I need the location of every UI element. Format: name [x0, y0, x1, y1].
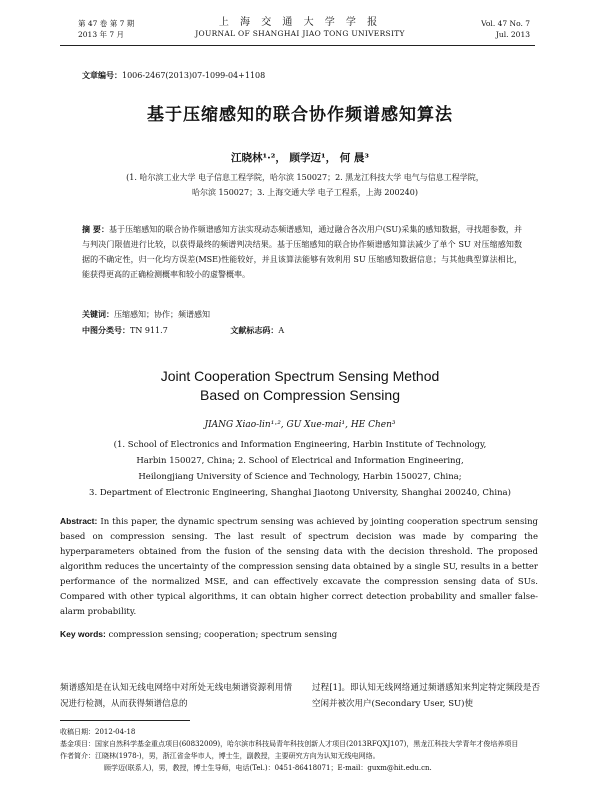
chinese-keywords: [82, 309, 210, 320]
english-keywords: [60, 629, 337, 640]
chinese-keywords-label: 关键词：: [82, 309, 114, 319]
clc-value: TN 911.7: [130, 326, 168, 335]
english-abstract-text: In this paper, the dynamic spectrum sensing was achieved by jointing cooperation spectrum sensing based on compression sensing. The last result of spectrum decision was made by comparing the hyperparameters obtained from the fusion of the sensing data with the decision threshold. The proposed algorithm reduces the uncertainty of the compression sensing data obtained by a single SU, results in a better performance of the normalized MSE, and can effectively excavate the compression sensing data of SUs. Compared with other typical algorithms, it can obtain higher correct detection probability and smaller false-alarm probability.: [60, 517, 538, 617]
body-column-right: 过程[1]。即认知无线网络通过频谱感知来判定特定频段是否空闲并被次用户(Secondary User, SU)使: [312, 683, 540, 709]
footnote-contact: 顾学迈(联系人)，男，教授，博士生导师，电话(Tel.)：0451-86418071；E-mail：guxm@hit.edu.cn.: [104, 764, 432, 772]
doc-code-label: 文献标志码：: [230, 325, 279, 335]
journal-name-en: JOURNAL OF SHANGHAI JIAO TONG UNIVERSITY: [195, 29, 405, 38]
chinese-keywords-text: 压缩感知；协作；频谱感知: [114, 310, 210, 319]
english-title-line: Based on Compression Sensing: [199, 387, 400, 403]
chinese-affiliation-line: (1. 哈尔滨工业大学 电子信息工程学院，哈尔滨 150027；2. 黑龙江科技大学 电气与信息工程学院，: [126, 173, 484, 182]
volume-number-en: Vol. 47 No. 7: [481, 19, 530, 28]
footnote-rule: [60, 720, 190, 721]
footnote-fund: 基金项目：国家自然科学基金重点项目(60832009)，哈尔滨市科技局青年科技创新人才项目(2013RFQXJ107)，黑龙江科技大学青年才俊培养项目: [60, 740, 519, 748]
english-affiliation-line: 3. Department of Electronic Engineering, Shanghai Jiaotong University, Shanghai 200240, China): [89, 488, 511, 498]
english-keywords-text: compression sensing; cooperation; spectrum sensing: [108, 630, 338, 640]
journal-header: [190, 16, 410, 39]
footnotes: [60, 726, 542, 774]
english-affiliation-line: (1. School of Electronics and Information Engineering, Harbin Institute of Technology,: [113, 440, 487, 450]
english-affiliation-line: Harbin 150027, China; 2. School of Electrical and Information Engineering,: [136, 456, 464, 466]
english-affiliations: [60, 437, 540, 501]
volume-issue: 第 47 卷 第 7 期: [78, 19, 135, 28]
journal-name-cn: 上 海 交 通 大 学 学 报: [218, 17, 382, 28]
chinese-affiliation-line: 哈尔滨 150027；3. 上海交通大学 电子工程系，上海 200240): [191, 188, 418, 197]
article-number: [82, 70, 265, 81]
issue-date: 2013 年 7 月: [78, 30, 125, 39]
footnote-received: 收稿日期：2012-04-18: [60, 728, 136, 736]
chinese-abstract-label: 摘 要：: [82, 224, 109, 234]
chinese-authors: 江晓林¹·²， 顾学迈¹， 何 晨³: [230, 152, 370, 164]
footnote-author-profile: 作者简介：江晓林(1978-)，男，浙江省金华市人，博士生，副教授，主要研究方向为认知无线电网络。: [60, 752, 380, 760]
article-number-label: 文章编号：: [82, 70, 122, 80]
english-abstract-label: Abstract:: [60, 516, 98, 526]
clc-label: 中图分类号：: [82, 325, 130, 335]
english-title-line: Joint Cooperation Spectrum Sensing Method: [160, 368, 440, 384]
issue-date-en: Jul. 2013: [495, 30, 530, 39]
english-abstract: [60, 514, 538, 620]
english-keywords-label: Key words:: [60, 629, 106, 639]
doc-code-value: A: [278, 326, 285, 335]
chinese-title: 基于压缩感知的联合协作频谱感知算法: [147, 105, 453, 125]
english-title: [0, 367, 600, 405]
english-affiliation-line: Heilongjiang University of Science and Technology, Harbin 150027, China;: [138, 472, 462, 482]
chinese-abstract: [82, 222, 522, 282]
header-left: [78, 18, 134, 40]
chinese-abstract-text: 基于压缩感知的联合协作频谱感知方法实现动态频谱感知，通过融合各次用户(SU)采集的感知数据，寻找超参数，并与判决门限值进行比较，以获得最终的频谱判决结果。基于压缩感知的联合协作频谱感知算法减少了单个 SU 对压缩感知数据的不确定性，归一化均方误差(MSE)性能较好，并且该算法能够有效利用 SU 压缩感知数据信息；与其他典型算法相比，能获得更高的正确检测概率和较小的虚警概率。: [82, 225, 522, 279]
header-rule: [60, 45, 535, 46]
article-number-value: 1006-2467(2013)07-1099-04+1108: [122, 71, 266, 80]
english-authors: JIANG Xiao-lin¹·², GU Xue-mai¹, HE Chen³: [204, 420, 396, 430]
chinese-affiliations: [90, 170, 520, 200]
header-right: [481, 18, 530, 40]
body-column-left: 频谱感知是在认知无线电网络中对所处无线电频谱资源利用情况进行检测，从而获得频谱信息的: [60, 683, 292, 709]
classification-line: [82, 325, 344, 336]
